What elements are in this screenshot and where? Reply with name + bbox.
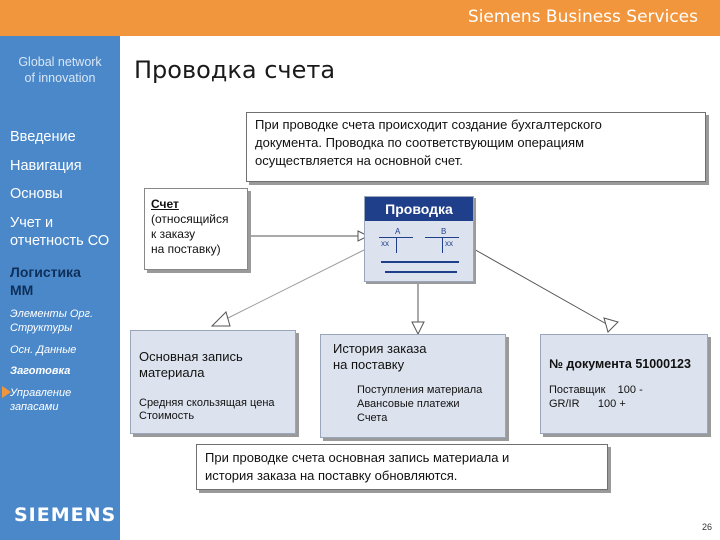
arrowhead-history — [412, 322, 424, 334]
brand-name: Siemens Business Services — [467, 7, 698, 27]
account-b-label: В — [441, 227, 447, 236]
account-b-value: xx — [445, 239, 453, 248]
arrow-to-document — [472, 248, 610, 326]
document-card: № документа 51000123 Поставщик 100 - GR/IR 100 + — [540, 334, 708, 434]
page-number: 26 — [701, 522, 712, 532]
arrowhead-document — [604, 318, 618, 332]
siemens-logo: SIEMENS — [14, 504, 117, 526]
account-a-label: А — [395, 227, 401, 236]
account-a-value: xx — [381, 239, 389, 248]
sidebar-item-inventory[interactable]: Управление запасами — [10, 387, 72, 413]
update-explanation-callout: При проводке счета основная запись материала и история заказа на поставку обновляются. — [196, 444, 608, 490]
po-history-card: История заказа на поставку Поступления материала Авансовые платежи Счета — [320, 334, 506, 438]
sidebar-item-logistics[interactable]: Логистика ММ — [10, 264, 81, 298]
posting-box — [364, 196, 474, 282]
sidebar-item-master-data[interactable]: Осн. Данные — [10, 344, 77, 356]
invoice-note: Счет (относящийся к заказу на поставку) — [144, 188, 248, 270]
sidebar-item-accounting[interactable]: Учет и отчетность СО — [10, 215, 110, 249]
history-item: Счета — [357, 412, 388, 424]
posting-title: Проводка — [365, 197, 473, 221]
sidebar-item-navigation[interactable]: Навигация — [10, 158, 82, 174]
history-item: Авансовые платежи — [357, 398, 460, 410]
sidebar-item-basics[interactable]: Основы — [10, 186, 63, 202]
sidebar-item-org-structures[interactable]: Элементы Орг. Структуры — [10, 308, 94, 334]
posting-explanation-callout: При проводке счета происходит создание бухгалтерского документа. Проводка по соответствующим операциям осуществляется на основной счет. — [246, 112, 706, 182]
posting-line-1 — [381, 261, 459, 263]
page-title: Проводка счета — [134, 56, 336, 84]
tagline: Global network of innovation — [18, 55, 102, 85]
history-item: Поступления материала — [357, 384, 483, 396]
posting-line-2 — [385, 271, 457, 273]
material-master-card: Основная запись материала Средняя скользящая цена Стоимость — [130, 330, 296, 434]
sidebar-item-procurement[interactable]: Заготовка — [10, 365, 71, 377]
sidebar-item-intro[interactable]: Введение — [10, 129, 76, 145]
arrowhead-material — [212, 312, 230, 326]
